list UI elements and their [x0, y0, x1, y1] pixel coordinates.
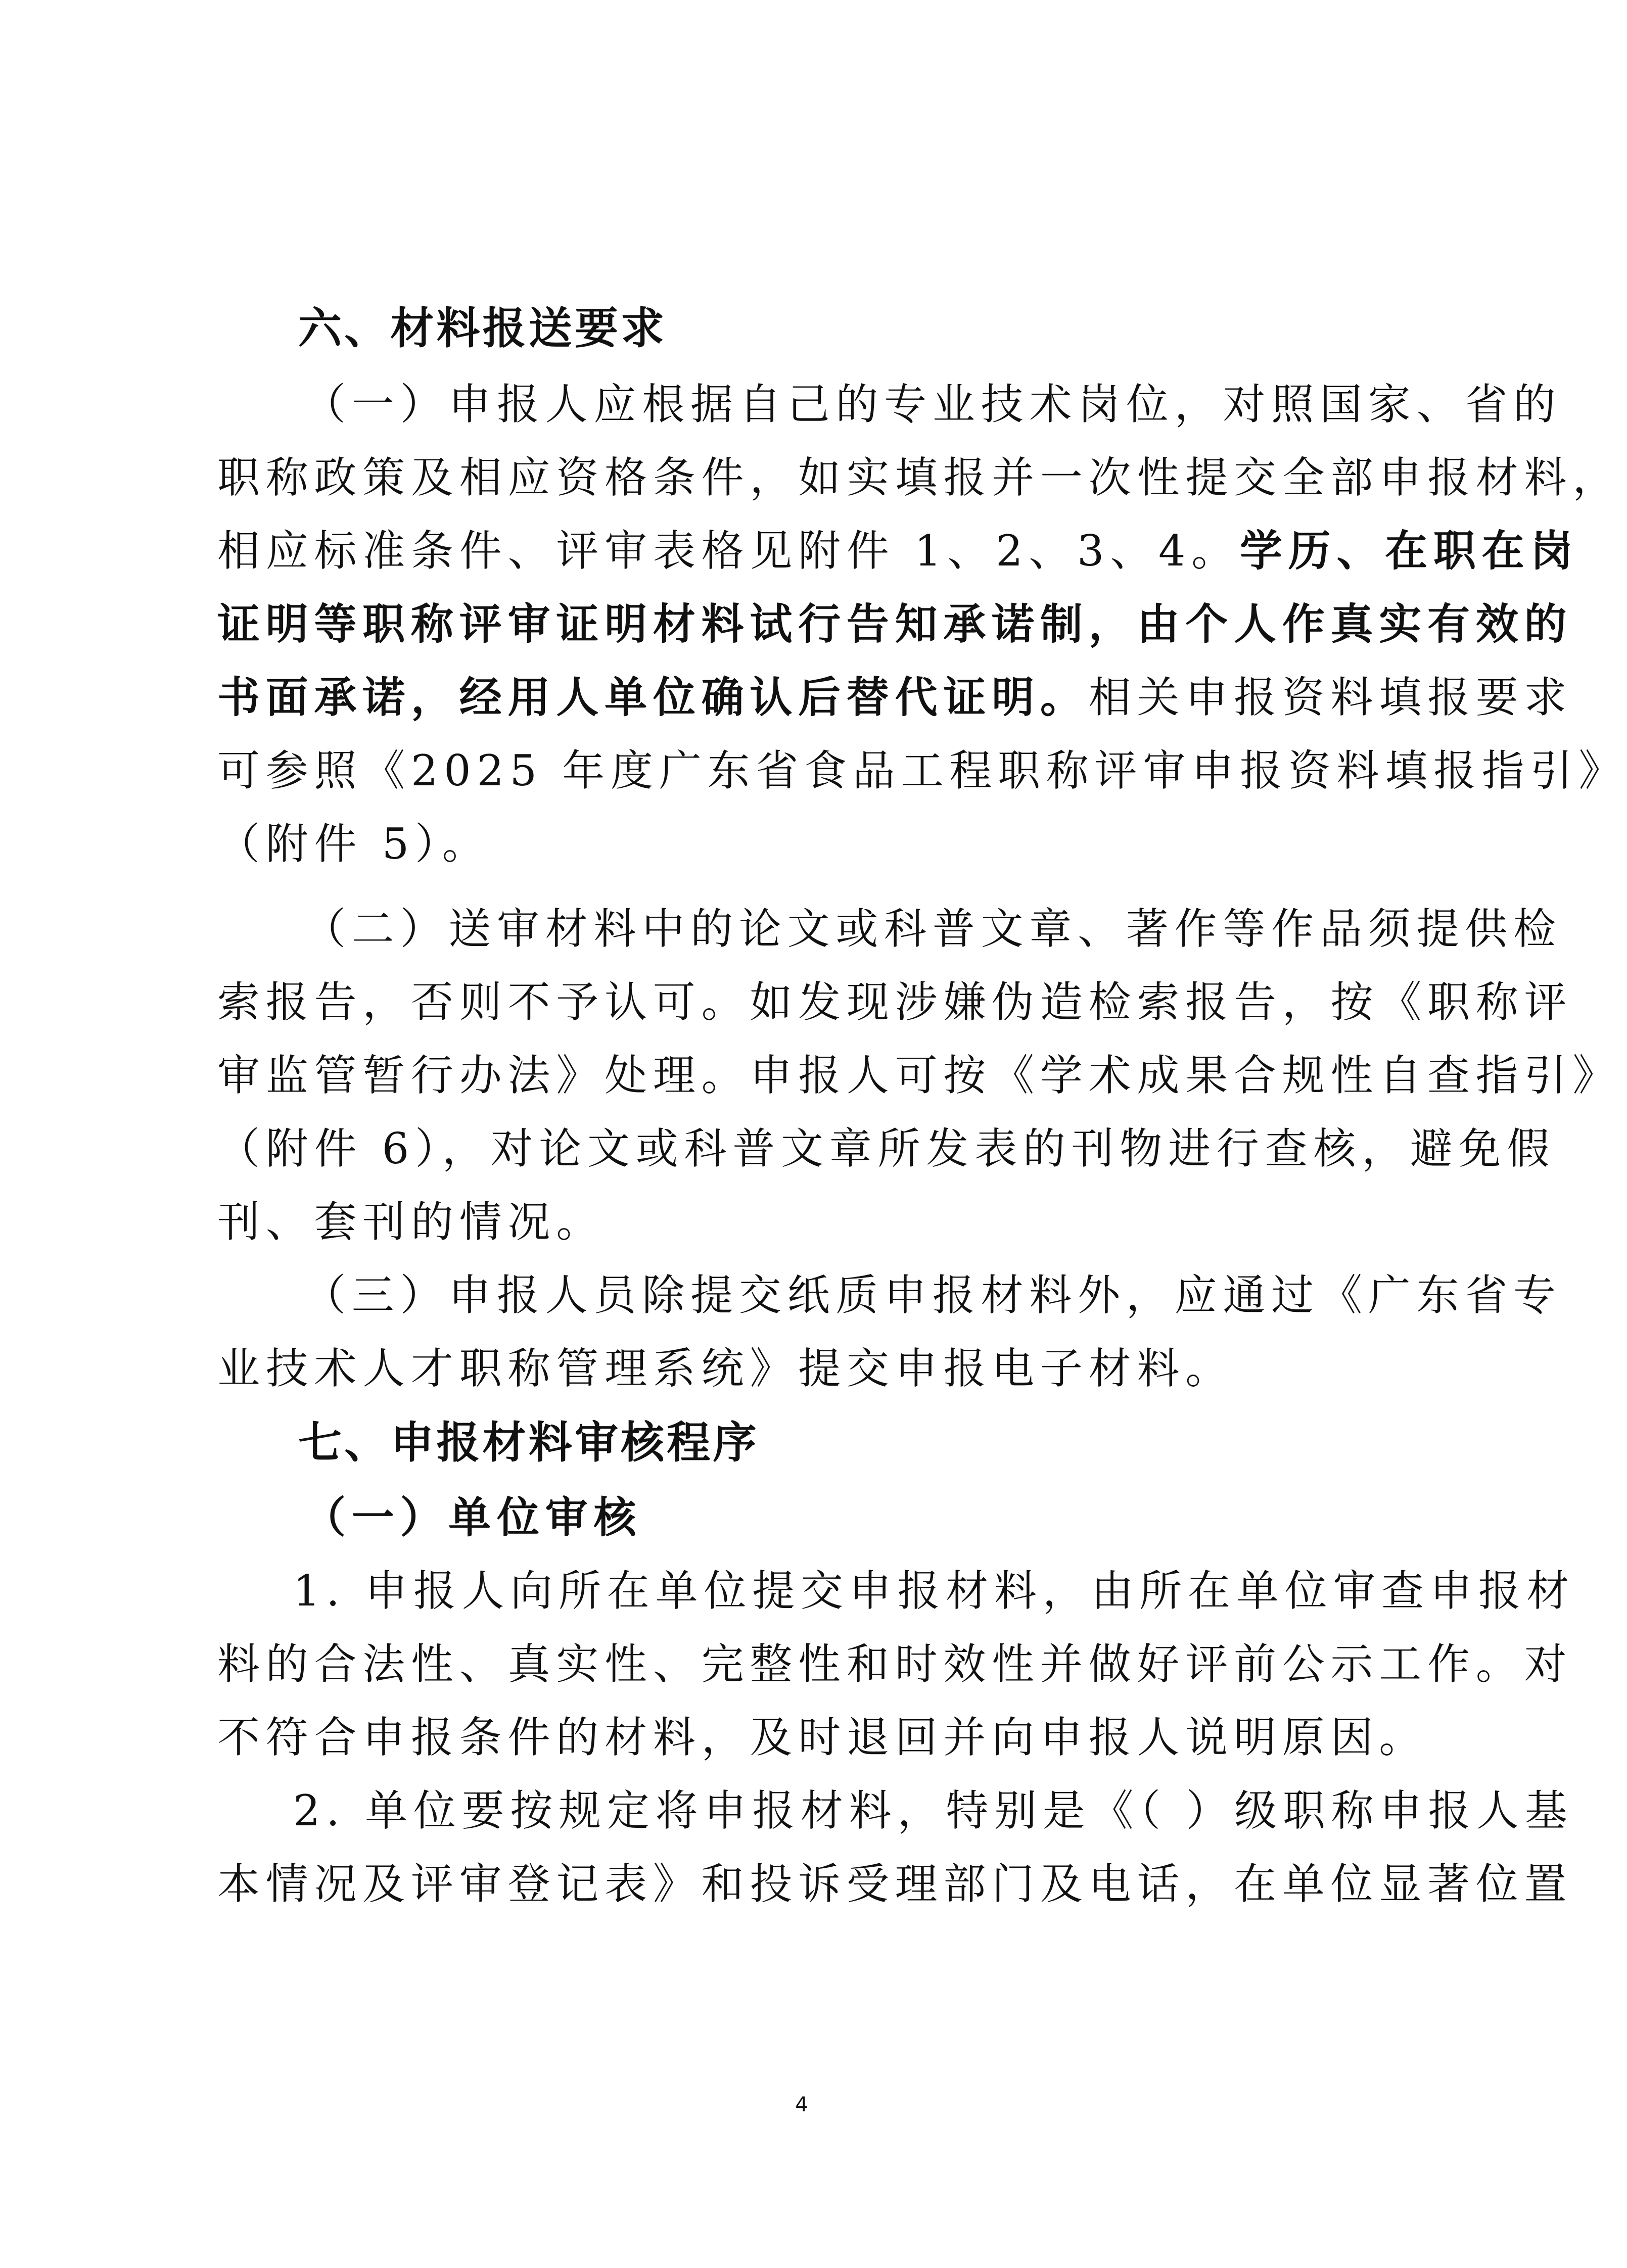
section-7-heading: 七、申报材料审核程序	[298, 1418, 759, 1468]
page-number: 4	[795, 2093, 808, 2116]
bold-text-run: 书面承诺，经用人单位确认后替代证明。	[217, 672, 1089, 722]
paragraph-line: 本情况及评审登记表》和投诉受理部门及电话，在单位显著位置	[217, 1859, 1573, 1909]
text-run: 相应标准条件、评审表格见附件 1、2、3、4。	[217, 526, 1240, 576]
text-run: 相关申报资料填报要求	[1088, 673, 1573, 722]
paragraph-line: 刊、套刊的情况。	[217, 1197, 605, 1247]
paragraph-line: 不符合申报条件的材料，及时退回并向申报人说明原因。	[217, 1713, 1428, 1762]
paragraph-line: 1. 申报人向所在单位提交申报材料，由所在单位审查申报材	[293, 1566, 1575, 1616]
paragraph-line: 料的合法性、真实性、完整性和时效性并做好评前公示工作。对	[217, 1639, 1573, 1689]
paragraph-line: 索报告，否则不予认可。如发现涉嫌伪造检索报告，按《职称评	[217, 977, 1573, 1027]
paragraph-line: （三）申报人员除提交纸质申报材料外，应通过《广东省专	[303, 1270, 1562, 1320]
section-6-heading: 六、材料报送要求	[298, 303, 667, 354]
paragraph-line: 审监管暂行办法》处理。申报人可按《学术成果合规性自查指引》	[217, 1051, 1621, 1100]
paragraph-line: 职称政策及相应资格条件，如实填报并一次性提交全部申报材料，	[217, 453, 1621, 502]
paragraph-line	[217, 521, 1579, 581]
paragraph-line: （附件 6），对论文或科普文章所发表的刊物进行查核，避免假	[217, 1124, 1556, 1173]
paragraph-line: （二）送审材料中的论文或科普文章、著作等作品须提供检	[303, 904, 1562, 954]
bold-text-run: 学历、在职在岗	[1239, 526, 1579, 576]
paragraph-line-bold: 证明等职称评审证明材料试行告知承诺制，由个人作真实有效的	[217, 599, 1573, 649]
paragraph-line: （一）申报人应根据自己的专业技术岗位，对照国家、省的	[303, 380, 1562, 429]
paragraph-line: 可参照《2025 年度广东省食品工程职称评审申报资料填报指引》	[217, 746, 1627, 795]
paragraph-line: 业技术人才职称管理系统》提交申报电子材料。	[217, 1344, 1234, 1393]
paragraph-line: 2. 单位要按规定将申报材料，特别是《（ ）级职称申报人基	[293, 1786, 1573, 1835]
paragraph-line	[217, 667, 1573, 728]
paragraph-line: （附件 5）。	[217, 819, 491, 869]
subsection-heading: （一）单位审核	[303, 1492, 642, 1542]
